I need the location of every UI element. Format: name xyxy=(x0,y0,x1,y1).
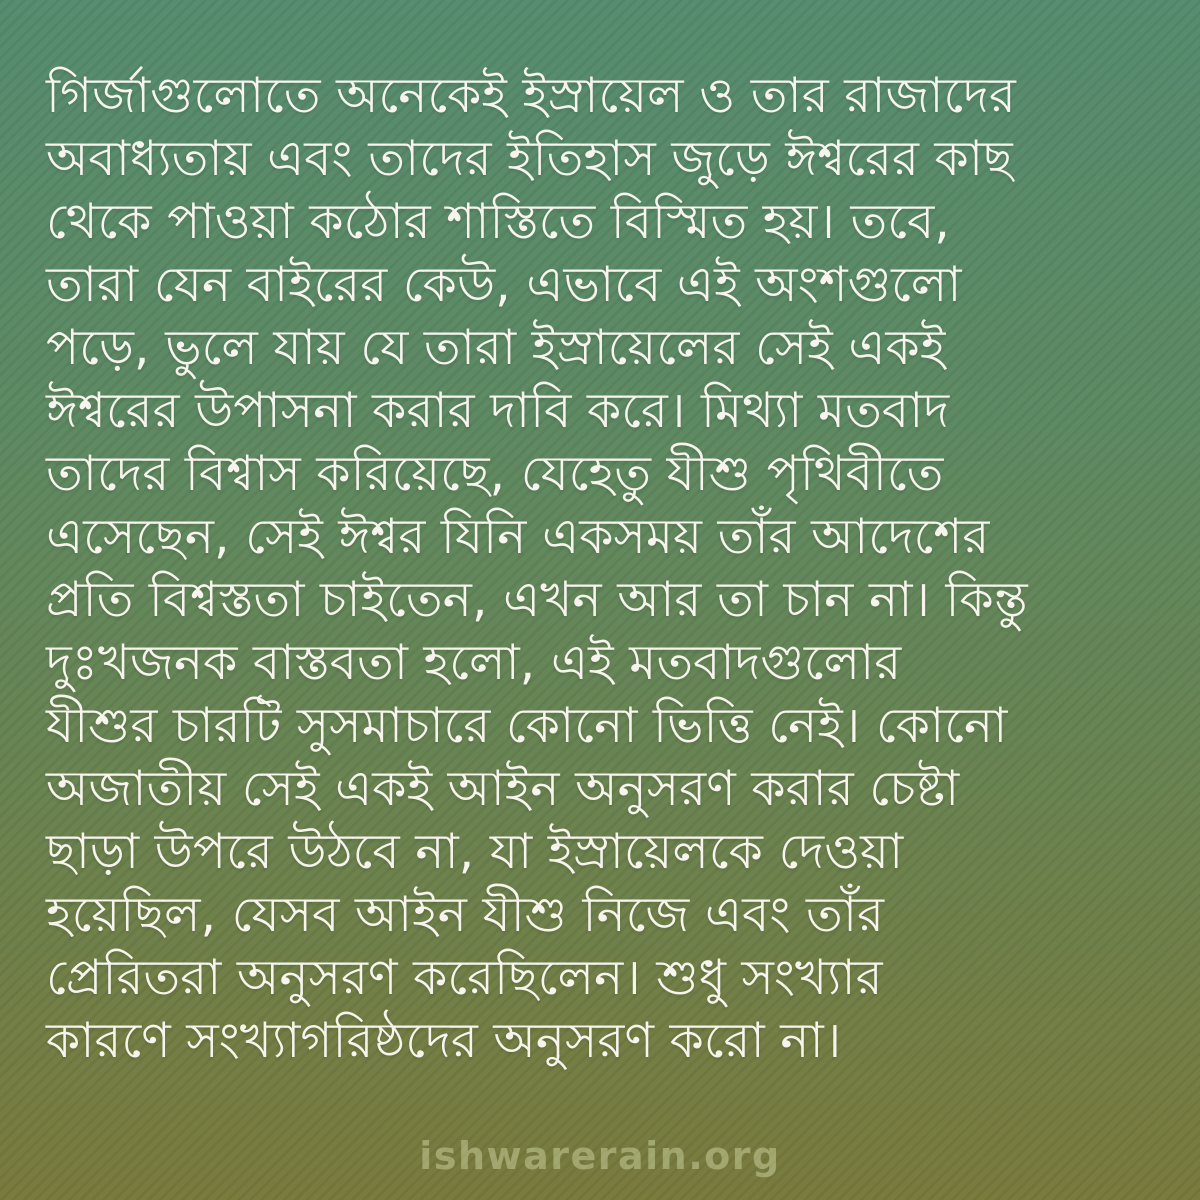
watermark-text: ishwarerain.org xyxy=(419,1134,781,1178)
quote-line: তাদের বিশ্বাস করিয়েছে, যেহেতু যীশু পৃথিবীতে xyxy=(46,445,944,502)
quote-line: পড়ে, ভুলে যায় যে তারা ইস্রায়েলের সেই একই xyxy=(46,319,946,376)
quote-text-block xyxy=(46,64,1176,1072)
quote-line: গির্জাগুলোতে অনেকেই ইস্রায়েল ও তার রাজাদের xyxy=(46,67,1016,124)
quote-line: দুঃখজনক বাস্তবতা হলো, এই মতবাদগুলোর xyxy=(46,634,902,691)
quote-line: হয়েছিল, যেসব আইন যীশু নিজে এবং তাঁর xyxy=(46,886,884,943)
quote-line: যীশুর চারটি সুসমাচারে কোনো ভিত্তি নেই। কোনো xyxy=(46,697,1008,754)
quote-line: অবাধ্যতায় এবং তাদের ইতিহাস জুড়ে ঈশ্বরের কাছ xyxy=(46,130,1013,187)
quote-line: ছাড়া উপরে উঠবে না, যা ইস্রায়েলকে দেওয়া xyxy=(46,823,904,880)
quote-line: তারা যেন বাইরের কেউ, এভাবে এই অংশগুলো xyxy=(46,256,962,313)
quote-line: থেকে পাওয়া কঠোর শাস্তিতে বিস্মিত হয়। তবে, xyxy=(46,193,950,250)
quote-line: ঈশ্বরের উপাসনা করার দাবি করে। মিথ্যা মতবাদ xyxy=(46,382,950,439)
quote-line: প্রতি বিশ্বস্ততা চাইতেন, এখন আর তা চান না। কিন্তু xyxy=(46,571,1028,628)
quote-line: কারণে সংখ্যাগরিষ্ঠদের অনুসরণ করো না। xyxy=(46,1012,842,1069)
quote-line: অজাতীয় সেই একই আইন অনুসরণ করার চেষ্টা xyxy=(46,760,960,817)
quote-line: এসেছেন, সেই ঈশ্বর যিনি একসময় তাঁর আদেশের xyxy=(46,508,990,565)
quote-line: প্রেরিতরা অনুসরণ করেছিলেন। শুধু সংখ্যার xyxy=(46,949,883,1006)
